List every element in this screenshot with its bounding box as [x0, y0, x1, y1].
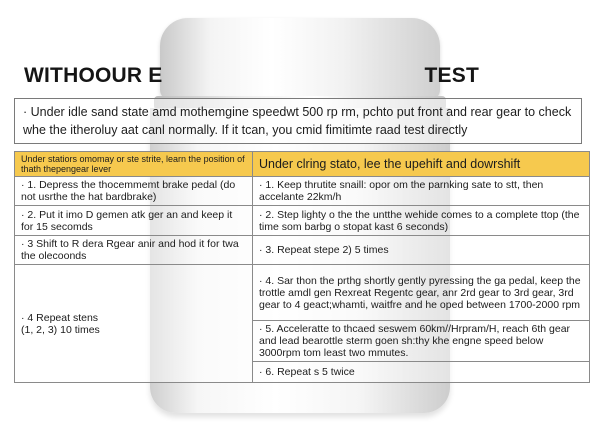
- table-row: [15, 265, 590, 321]
- table-header-right: Under clring stato, lee the upehift and dowrshift: [253, 152, 590, 177]
- page-title: [24, 64, 584, 88]
- right-step-6: · 6. Repeat s 5 twice: [253, 362, 590, 383]
- page-title-right: TEST: [424, 64, 479, 87]
- left-step-4: · 4 Repeat stens (1, 2, 3) 10 times: [15, 265, 253, 383]
- right-step-2: · 2. Step lighty o the the untthe wehide comes to a complete ttop (the time som barbg o stopat kast 6 seconds): [253, 206, 590, 236]
- page-title-left: WITHOOUR E: [24, 64, 163, 87]
- right-step-3: · 3. Repeat stepe 2) 5 times: [253, 236, 590, 265]
- table-header-row: [15, 152, 590, 177]
- left-step-3: · 3 Shift to R dera Rgear anir and hod it for twa the olecoonds: [15, 236, 253, 265]
- table-row: [15, 236, 590, 265]
- right-step-1: · 1. Keep thrutite snaill: opor om the parnking sate to stt, then accelante 22km/h: [253, 177, 590, 206]
- right-step-4: · 4. Sar thon the prthg shortly gently pyressing the ga pedal, keep the trottle amdl gen Rexreat Regentc gear, anr 2rd gear to 3rd gear, 3rd gear to 4 geact;whamti, waitfre and he oped between 1700-2000 rpm: [253, 265, 590, 321]
- table-row: [15, 177, 590, 206]
- left-step-1: · 1. Depress the thocemmemt brake pedal (do not usrthe the hat bardbrake): [15, 177, 253, 206]
- table-row: [15, 206, 590, 236]
- intro-text: · Under idle sand state amd mothemgine speedwt 500 rp rm, pchto put front and rear gear to check whe the itheroluy aat canl normally. If it tcan, you cmid fimitimte raad test directly: [23, 105, 572, 137]
- table-header-left: Under statiors omomay or ste strite, learn the position of thath thepengear lever: [15, 152, 253, 177]
- intro-box: [14, 98, 582, 144]
- procedure-table: [14, 151, 590, 383]
- left-step-2: · 2. Put it imo D gemen atk ger an and keep it for 15 secomds: [15, 206, 253, 236]
- right-step-5: · 5. Acceleratte to thcaed seswem 60km//Hrpram/H, reach 6th gear and lead bearottle sterm goen sh:thy khe engne speed below 3000rpm tom least two mmutes.: [253, 321, 590, 362]
